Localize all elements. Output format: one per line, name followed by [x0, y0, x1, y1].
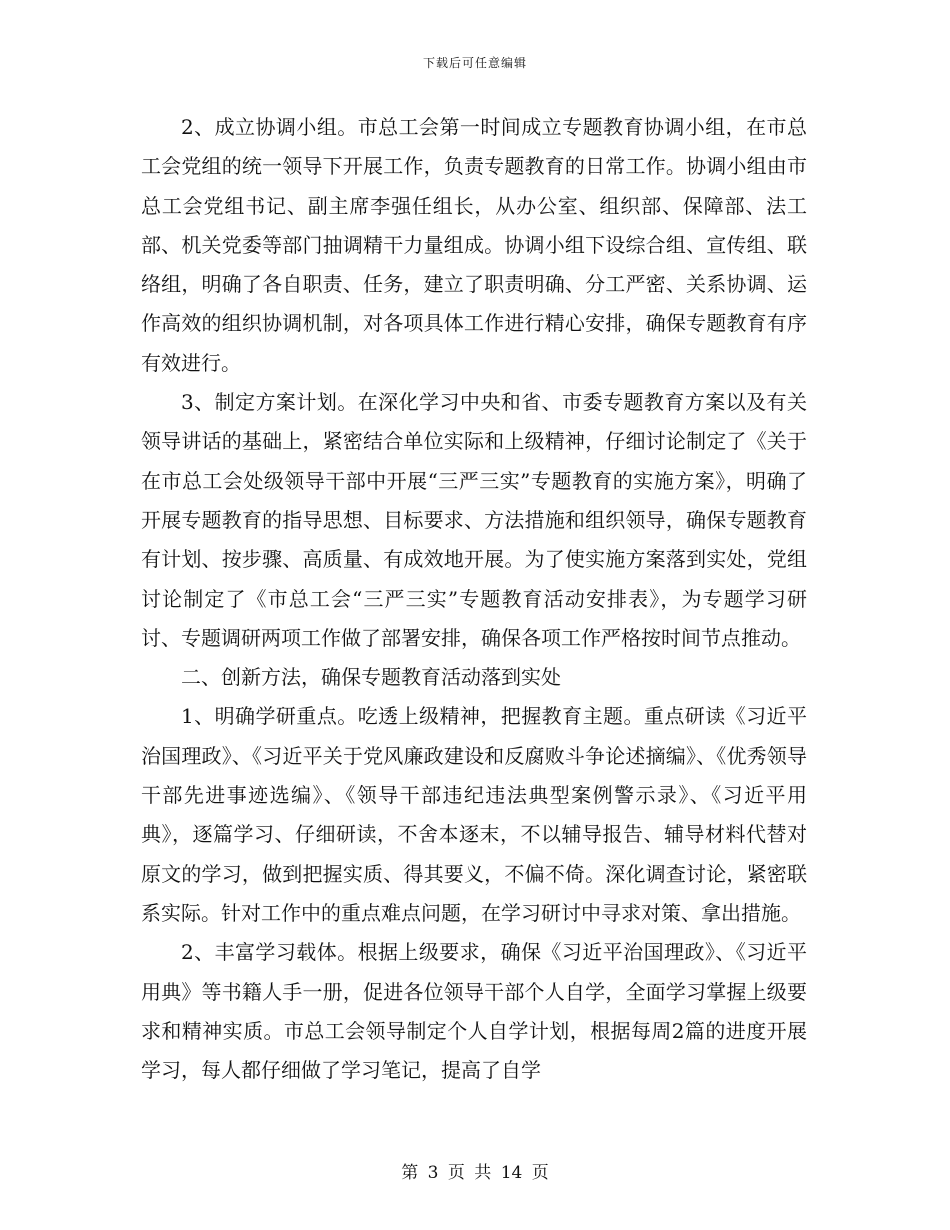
paragraph-study-focus: 1、明确学研重点。吃透上级精神，把握教育主题。重点研读《习近平治国理政》、《习近平关于党风廉政建设和反腐败斗争论述摘编》、《优秀领导干部先进事迹选编》、《领导干部违纪违法典型案例警示录》、《习近平用典》，逐篇学习、仔细研读，不舍本逐末，不以辅导报告、辅导材料代替对原文的学习，做到把握实质、得其要义，不偏不倚。深化调查讨论，紧密联系实际。针对工作中的重点难点问题，在学习研讨中寻求对策、拿出措施。 [141, 704, 807, 925]
section-heading-innovation: 二、创新方法，确保专题教育活动落到实处 [181, 665, 561, 690]
header-note: 下载后可任意编辑 [422, 56, 527, 70]
paragraph-coordination-group: 2、成立协调小组。市总工会第一时间成立专题教育协调小组，在市总工会党组的统一领导下开展工作，负责专题教育的日常工作。协调小组由市总工会党组书记、副主席李强任组长，从办公室、组织部、保障部、法工部、机关党委等部门抽调精干力量组成。协调小组下设综合组、宣传组、联络组，明确了各自职责、任务，建立了职责明确、分工严密、关系协调、运作高效的组织协调机制，对各项具体工作进行精心安排，确保专题教育有序有效进行。 [141, 115, 807, 375]
document-body [141, 108, 807, 1090]
paragraph-plan: 3、制定方案计划。在深化学习中央和省、市委专题教育方案以及有关领导讲话的基础上，紧密结合单位实际和上级精神，仔细讨论制定了《关于在市总工会处级领导干部中开展“三严三实”专题教育的实施方案》，明确了开展专题教育的指导思想、目标要求、方法措施和组织领导，确保专题教育有计划、按步骤、高质量、有成效地开展。为了使实施方案落到实处，党组讨论制定了《市总工会“三严三实”专题教育活动安排表》，为专题学习研讨、专题调研两项工作做了部署安排，确保各项工作严格按时间节点推动。 [141, 390, 807, 650]
page-number: 第 3 页 共 14 页 [401, 1163, 549, 1183]
paragraph-study-carriers: 2、丰富学习载体。根据上级要求，确保《习近平治国理政》、《习近平用典》等书籍人手一册，促进各位领导干部个人自学，全面学习掌握上级要求和精神实质。市总工会领导制定个人自学计划，根据每周2篇的进度开展学习，每人都仔细做了学习笔记，提高了自学 [141, 940, 807, 1083]
